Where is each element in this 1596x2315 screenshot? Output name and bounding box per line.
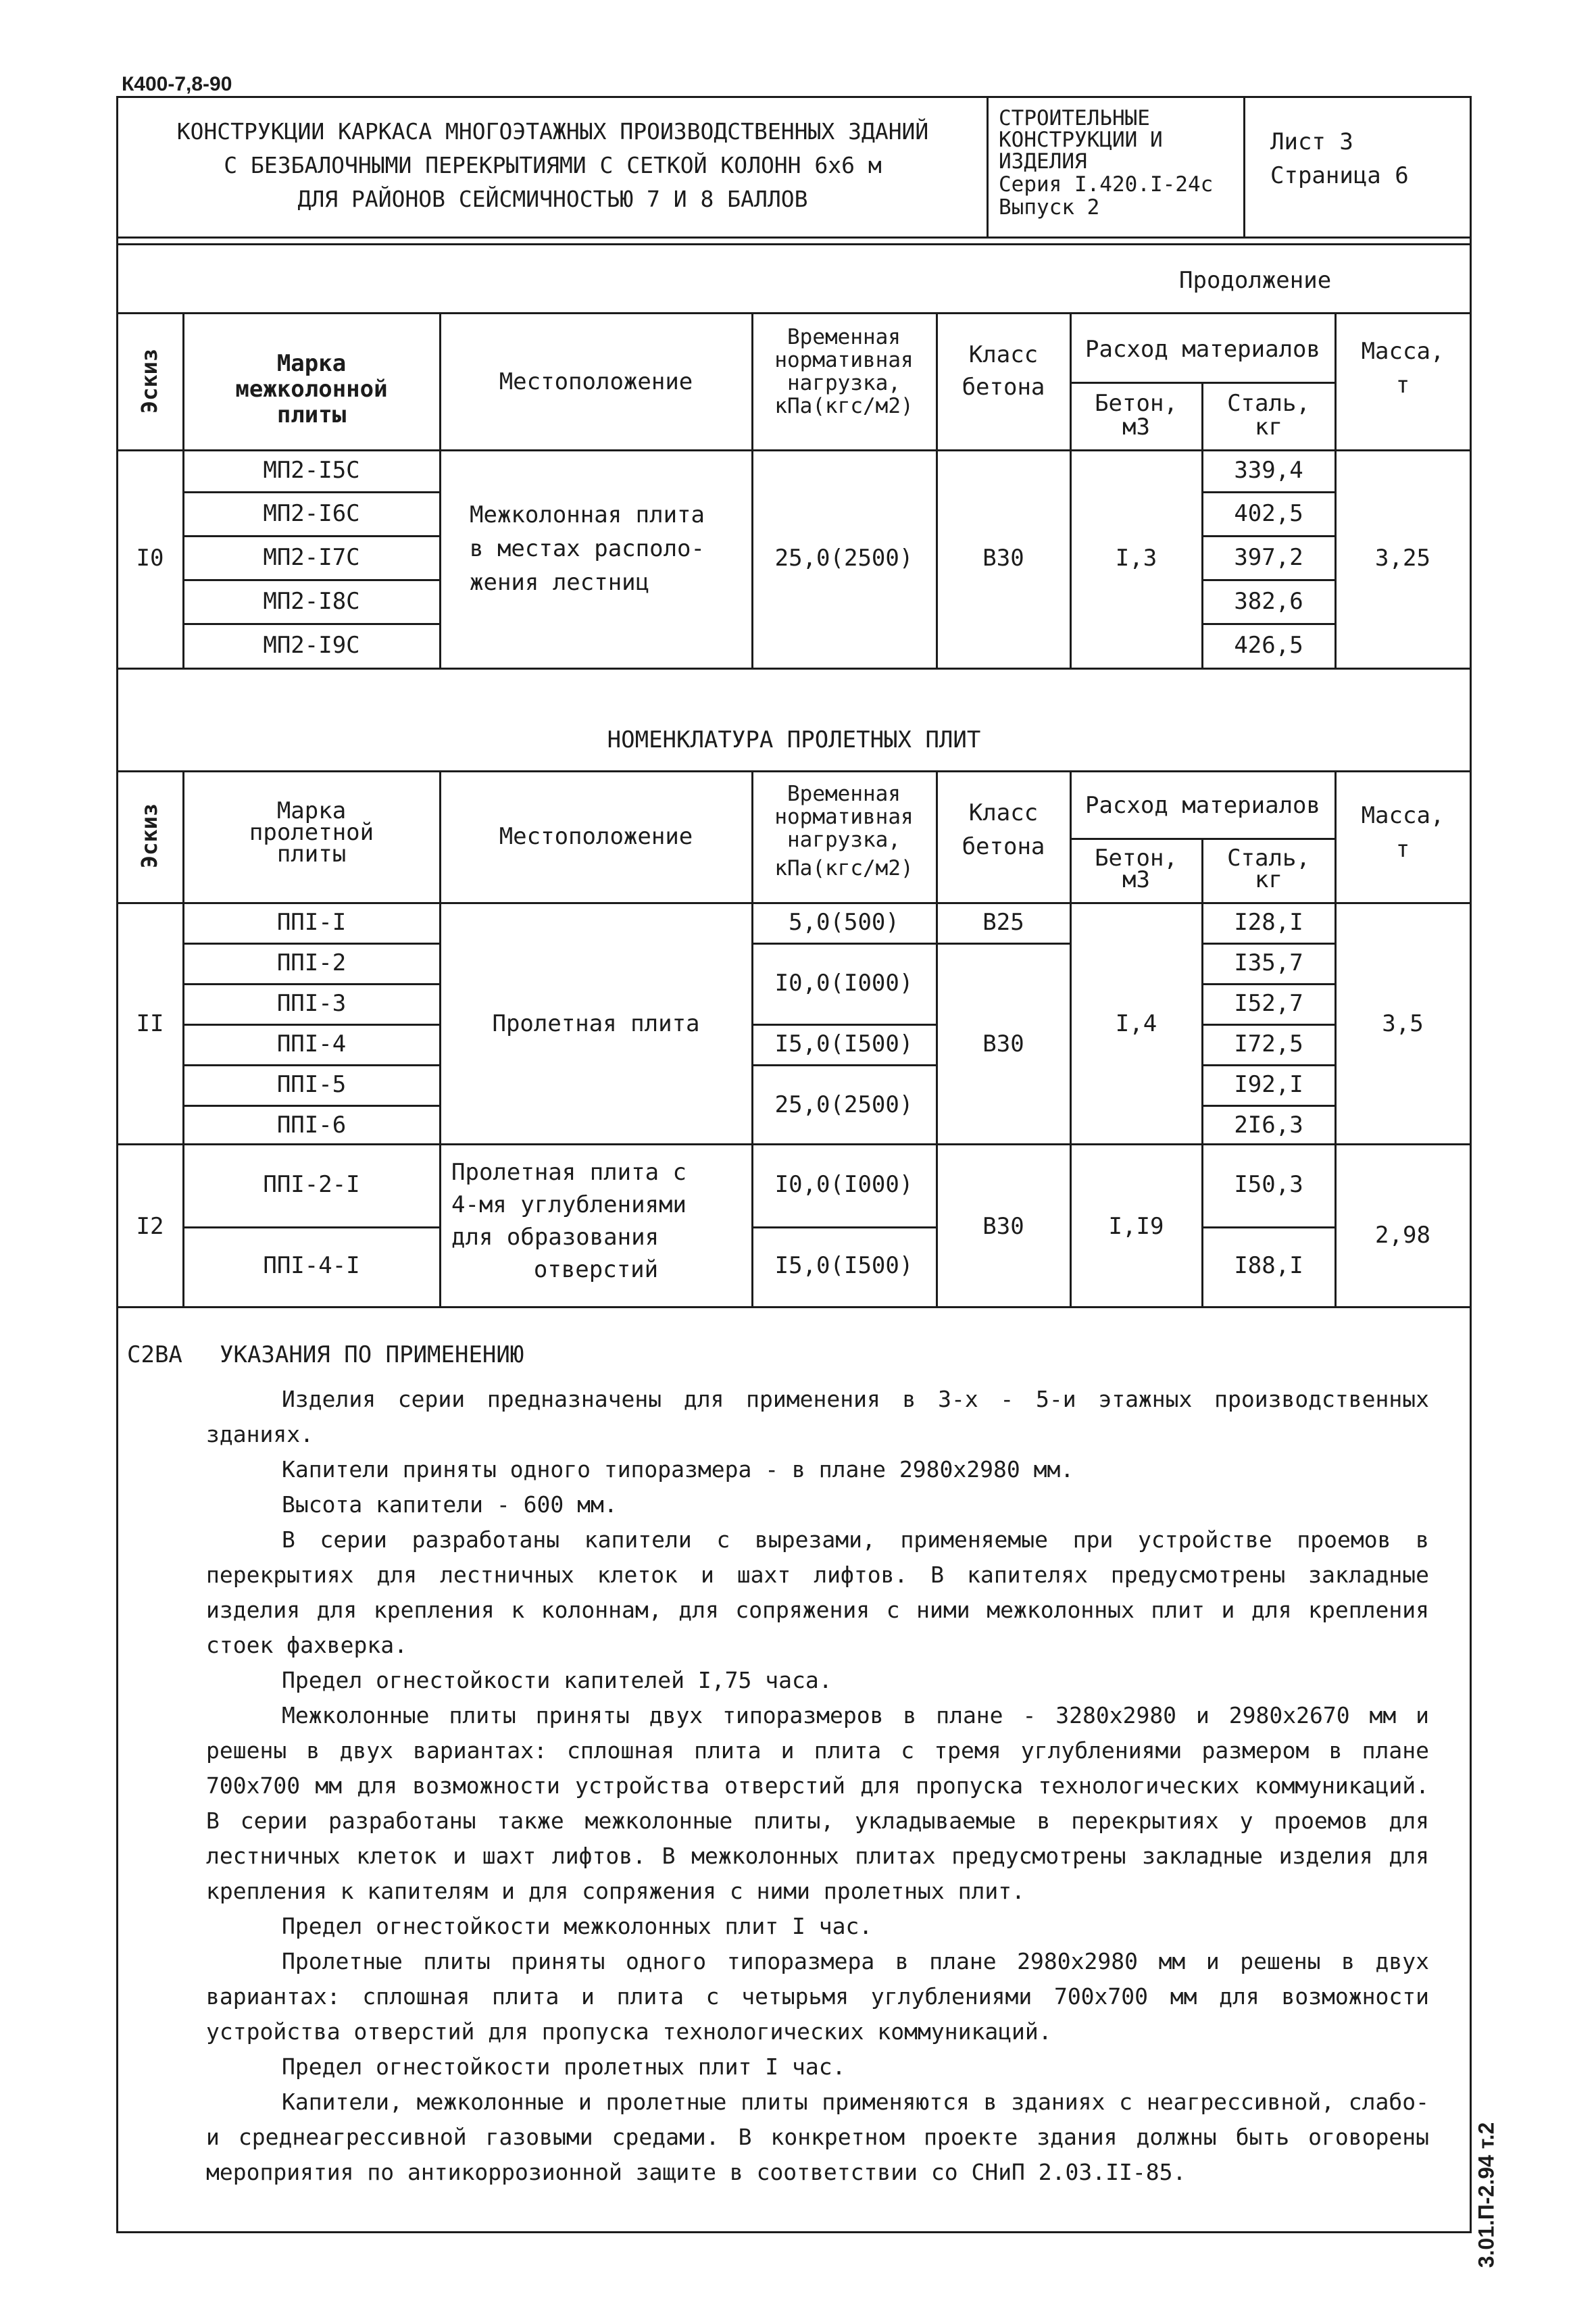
instruction-paragraph: Предел огнестойкости пролетных плит I час. <box>282 2053 846 2080</box>
location-cell: Пролетная плита с <box>451 1159 687 1186</box>
load-header: Временная <box>787 325 901 349</box>
page-number: Страница 6 <box>1270 162 1409 189</box>
steel-cell: 426,5 <box>1234 632 1303 659</box>
concrete-header: м3 <box>1122 414 1150 441</box>
mark-header: плиты <box>276 401 347 428</box>
sheet-number: Лист 3 <box>1270 128 1353 155</box>
class-header: бетона <box>962 374 1045 401</box>
mark-cell: ППI-4 <box>276 1030 347 1057</box>
sketch-cell: I0 <box>136 545 164 572</box>
location-cell: отверстий <box>533 1256 659 1283</box>
mark-cell: МП2-I6С <box>263 500 360 527</box>
instruction-paragraph: Пролетные плиты приняты одного типоразмера в плане 2980х2980 мм и решены в двух вариантах: сплошная плита и плита с четырьмя углублениями 700х700 мм для возможности устройства отверстий для пропуска технологических коммуникаций. <box>206 1948 1429 2045</box>
steel-header: кг <box>1255 414 1282 441</box>
sketch-header: Эскиз <box>136 803 162 869</box>
nomenclature-title: НОМЕНКЛАТУРА ПРОЛЕТНЫХ ПЛИТ <box>607 726 981 753</box>
load-header: кПа(кгс/м2) <box>774 856 914 880</box>
mark-cell: МП2-I9С <box>263 632 360 659</box>
steel-header: кг <box>1255 866 1282 893</box>
steel-cell: 402,5 <box>1234 500 1303 527</box>
series-line: ИЗДЕЛИЯ <box>999 149 1087 174</box>
instruction-paragraph: Межколонные плиты приняты двух типоразмеров в плане - 3280х2980 и 2980х2670 мм и решены в двух вариантах: сплошная плита и плита с тремя углублениями размером в плане 700х700 мм для возможности устройства отверстий для пропуска технологических коммуникаций. В серии разработаны также межколонные плиты, укладываемые в перекрытиях у проемов для лестничных клеток и шахт лифтов. В межколонных плитах предусмотрены закладные изделия для крепления к капителям и для сопряжения с ними пролетных плит. <box>206 1702 1429 1904</box>
sketch-cell: II <box>136 1010 164 1037</box>
steel-cell: 397,2 <box>1234 544 1303 571</box>
steel-cell: 339,4 <box>1234 457 1303 484</box>
concrete-cell: I,I9 <box>1108 1213 1164 1240</box>
steel-cell: I52,7 <box>1234 990 1303 1017</box>
steel-cell: 2I6,3 <box>1234 1112 1303 1139</box>
mass-header: Масса, <box>1361 338 1445 365</box>
location-cell: Пролетная плита <box>492 1010 700 1037</box>
load-cell: 25,0(2500) <box>774 1091 914 1118</box>
series-line: СТРОИТЕЛЬНЫЕ <box>999 106 1150 130</box>
mark-cell: ППI-4-I <box>263 1252 360 1279</box>
instruction-paragraph: Высота капители - 600 мм. <box>282 1491 618 1518</box>
load-header: Временная <box>787 782 901 806</box>
steel-cell: I72,5 <box>1234 1030 1303 1057</box>
location-cell: жения лестниц <box>470 569 650 596</box>
mass-header: Масса, <box>1361 802 1445 829</box>
load-cell: I0,0(I000) <box>774 1171 914 1198</box>
title-line: КОНСТРУКЦИИ КАРКАСА МНОГОЭТАЖНЫХ ПРОИЗВОДСТВЕННЫХ ЗДАНИЙ <box>176 118 929 145</box>
steel-cell: I50,3 <box>1234 1171 1303 1198</box>
load-cell: 25,0(2500) <box>774 545 914 572</box>
class-cell: В30 <box>982 1213 1024 1240</box>
concrete-cell: I,4 <box>1115 1010 1157 1037</box>
mark-header: межколонной <box>235 376 388 403</box>
mark-header: плиты <box>276 841 347 868</box>
steel-header: Сталь, <box>1227 390 1310 417</box>
sketch-cell: I2 <box>136 1213 164 1240</box>
mass-cell: 2,98 <box>1375 1222 1430 1249</box>
instruction-paragraph: Предел огнестойкости межколонных плит I час. <box>282 1913 873 1939</box>
instructions-heading: УКАЗАНИЯ ПО ПРИМЕНЕНИЮ <box>220 1341 524 1368</box>
side-document-code: 3.01.П-2.94 т.2 <box>1474 2122 1499 2268</box>
concrete-header: Бетон, <box>1095 845 1178 872</box>
concrete-header: Бетон, <box>1095 390 1178 417</box>
mark-header: пролетной <box>249 819 374 846</box>
mark-cell: ППI-I <box>276 909 347 936</box>
load-header: нормативная <box>774 348 914 372</box>
instruction-paragraph: Капители, межколонные и пролетные плиты применяются в зданиях с неагрессивной, слабо- и среднеагрессивной газовыми средами. В конкретном проекте здания должны быть оговорены мероприятия по антикоррозионной защите в соответствии со СНиП 2.03.II-85. <box>206 2089 1429 2185</box>
mark-cell: ППI-2 <box>276 949 347 976</box>
class-header: бетона <box>962 833 1045 860</box>
load-cell: I5,0(I500) <box>774 1252 914 1279</box>
sketch-header: Эскиз <box>136 348 162 414</box>
instructions-body <box>206 1382 1429 2190</box>
load-header: нагрузка, <box>787 828 901 852</box>
steel-cell: I92,I <box>1234 1071 1303 1098</box>
load-header: нагрузка, <box>787 371 901 395</box>
mass-cell: 3,25 <box>1375 545 1430 572</box>
load-cell: I0,0(I000) <box>774 970 914 997</box>
concrete-header: м3 <box>1122 866 1150 893</box>
steel-cell: 382,6 <box>1234 588 1303 615</box>
class-cell: В30 <box>982 545 1024 572</box>
location-cell: Межколонная плита <box>470 501 705 528</box>
steel-header: Сталь, <box>1227 845 1310 872</box>
series-line: КОНСТРУКЦИИ И <box>999 128 1163 152</box>
load-header: кПа(кгс/м2) <box>774 394 914 418</box>
location-cell: для образования <box>451 1224 659 1251</box>
mark-cell: ППI-2-I <box>263 1171 360 1198</box>
title-line: С БЕЗБАЛОЧНЫМИ ПЕРЕКРЫТИЯМИ С СЕТКОЙ КОЛОНН 6х6 м <box>224 152 882 178</box>
load-header: нормативная <box>774 805 914 829</box>
materials-header: Расход материалов <box>1085 336 1320 363</box>
mass-header: т <box>1395 836 1410 863</box>
series-line: Серия I.420.I-24с <box>999 172 1214 197</box>
instruction-paragraph: Капители приняты одного типоразмера - в плане 2980х2980 мм. <box>282 1456 1074 1483</box>
location-header: Местоположение <box>499 368 693 395</box>
steel-cell: I28,I <box>1234 909 1303 936</box>
instruction-paragraph: В серии разработаны капители с вырезами, применяемые при устройстве проемов в перекрытиях для лестничных клеток и шахт лифтов. В капителях предусмотрены закладные изделия для крепления к колоннам, для сопряжения с ними межколонных плит и для крепления стоек фахверка. <box>206 1526 1429 1658</box>
mark-cell: ППI-6 <box>276 1112 347 1139</box>
load-cell: I5,0(I500) <box>774 1030 914 1057</box>
mark-cell: МП2-I5С <box>263 457 360 484</box>
class-cell: В25 <box>982 909 1024 936</box>
instruction-paragraph: Изделия серии предназначены для применения в 3-х - 5-и этажных производственных зданиях. <box>206 1386 1429 1447</box>
instruction-paragraph: Предел огнестойкости капителей I,75 часа. <box>282 1667 832 1693</box>
mark-cell: ППI-3 <box>276 990 347 1017</box>
title-line: ДЛЯ РАЙОНОВ СЕЙСМИЧНОСТЬЮ 7 И 8 БАЛЛОВ <box>297 186 808 212</box>
mark-header: Марка <box>276 350 347 377</box>
continuation-label: Продолжение <box>1179 267 1332 294</box>
series-line: Выпуск 2 <box>999 195 1100 220</box>
location-cell: 4-мя углублениями <box>451 1191 687 1218</box>
location-cell: в местах располо- <box>470 535 705 562</box>
steel-cell: I88,I <box>1234 1252 1303 1279</box>
class-cell: В30 <box>982 1030 1024 1057</box>
mass-header: т <box>1395 372 1410 399</box>
mass-cell: 3,5 <box>1382 1010 1424 1037</box>
mark-cell: МП2-I8С <box>263 588 360 615</box>
mark-header: Марка <box>276 797 347 824</box>
materials-header: Расход материалов <box>1085 792 1320 819</box>
load-cell: 5,0(500) <box>789 909 899 936</box>
mark-cell: ППI-5 <box>276 1071 347 1098</box>
mark-cell: МП2-I7С <box>263 544 360 571</box>
steel-cell: I35,7 <box>1234 949 1303 976</box>
concrete-cell: I,3 <box>1115 545 1157 572</box>
class-header: Класс <box>968 799 1039 826</box>
document-code: К400-7,8-90 <box>122 73 232 95</box>
location-header: Местоположение <box>499 823 693 850</box>
instructions-label: С2ВА <box>127 1341 182 1368</box>
class-header: Класс <box>968 341 1039 368</box>
